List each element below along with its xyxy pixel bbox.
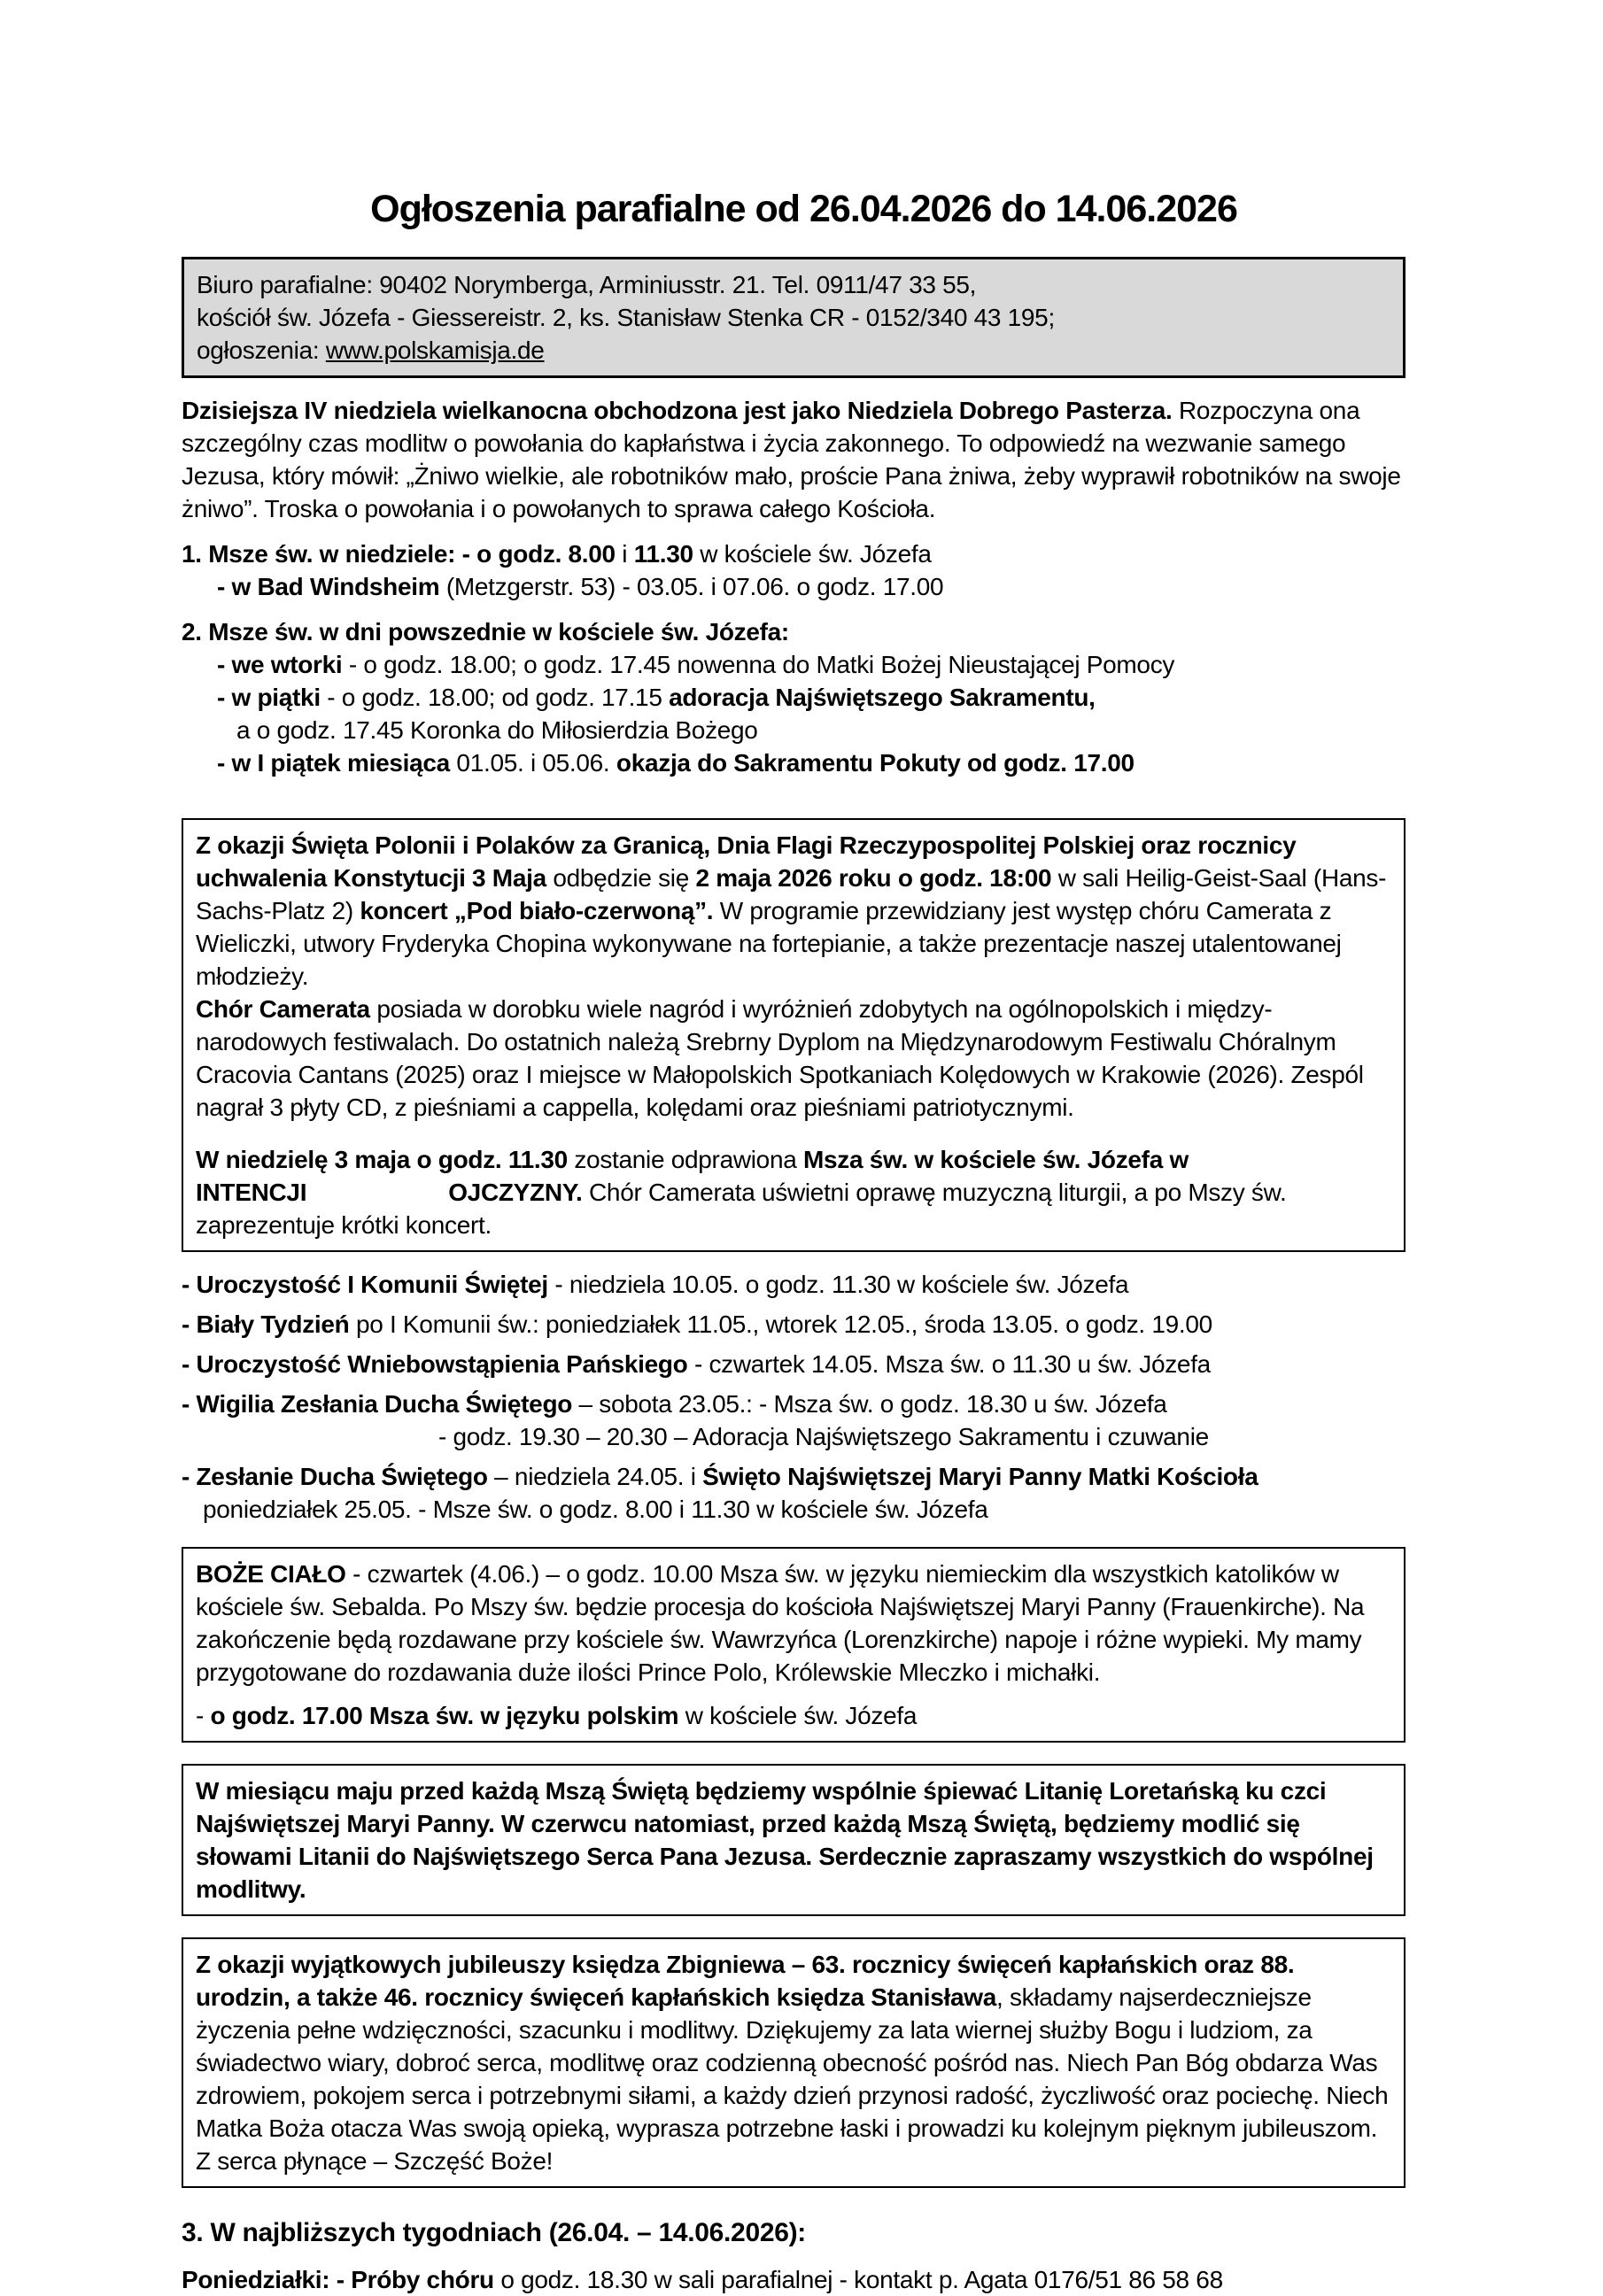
first-friday-line: - w I piątek miesiąca 01.05. i 05.06. okazja do Sakramentu Pokuty od godz. 17.00 bbox=[217, 749, 1134, 777]
corpus-christi-box bbox=[182, 1547, 1406, 1743]
corpus-christi-paragraph: BOŻE CIAŁO - czwartek (4.06.) – o godz. 10.00 Msza św. w języku niemieckim dla wszystkich katolików w kościele św. Sebalda. Po Mszy św. będzie procesja do kościoła Najświętszej Maryi Panny (Frauenkirche). Na zakończenie będą rozdawane przy kościele św. Wawrzyńca (Lorenzkirche) napoje i różne wypieki. My mamy przygotowane do rozdawania duże ilości Prince Polo, Królewskie Mleczko i michałki. bbox=[196, 1560, 1365, 1686]
may-litany-paragraph: W miesiącu maju przed każdą Mszą Świętą będziemy wspólnie śpiewać Litanię Loretańską ku czci Najświętszej Maryi Panny. W czerwcu natomiast, przed każdą Mszą Świętą, będziemy modlić się słowami Litanii do Najświętszego Serca Pana Jezusa. Serdecznie zapraszamy wszystkich do wspólnej modlitwy. bbox=[196, 1777, 1374, 1903]
first-communion-item: - Uroczystość I Komunii Świętej - niedziela 10.05. o godz. 11.30 w kościele św. Józefa bbox=[182, 1271, 1129, 1298]
office-info-box bbox=[182, 257, 1406, 378]
office-church-line: kościół św. Józefa - Giessereistr. 2, ks. Stanisław Stenka CR - 0152/340 43 195; bbox=[197, 304, 1055, 331]
bad-windsheim-line: - w Bad Windsheim (Metzgerstr. 53) - 03.05. i 07.06. o godz. 17.00 bbox=[217, 573, 944, 600]
office-announcements-line bbox=[197, 334, 1390, 367]
camerata-choir-paragraph: Chór Camerata posiada w dorobku wiele nagród i wyróżnień zdobytych na ogólnopolskich i między-narodowych festiwalach. Do ostatnich należą Srebrny Dyplom na Międzynarodowym Festiwalu Chóralnym Cracovia Cantans (2025) oraz I miejsce w Małopolskich Spotkaniach Kolędowych w Krakowie (2026). Zespól nagrał 3 płyty CD, z pieśniami a cappella, kolędami oraz pieśniami patriotycznymi. bbox=[196, 995, 1364, 1121]
website-link[interactable]: www.polskamisja.de bbox=[325, 336, 545, 364]
jubilee-box bbox=[182, 1937, 1406, 2188]
friday-masses-line: - w piątki - o godz. 18.00; od godz. 17.15 adoracja Najświętszego Sakramentu, bbox=[217, 684, 1096, 711]
tuesday-masses-line: - we wtorki - o godz. 18.00; o godz. 17.45 nowenna do Matki Bożej Nieustającej Pomocy bbox=[217, 651, 1175, 678]
pentecost-item: - Zesłanie Ducha Świętego – niedziela 24.05. i Święto Najświętszej Maryi Panny Matki Kościoła bbox=[182, 1463, 1258, 1490]
may-litany-box bbox=[182, 1764, 1406, 1916]
polonia-concert-paragraph: Z okazji Święta Polonii i Polaków za Granicą, Dnia Flagi Rzeczypospolitej Polskiej oraz rocznicy uchwalenia Konstytucji 3 Maja odbędzie się 2 maja 2026 roku o godz. 18:00 w sali Heilig-Geist-Saal (Hans-Sachs-Platz 2) koncert „Pod biało-czerwoną”. W programie przewidziany jest występ chóru Camerata z Wieliczki, utwory Fryderyka Chopina wykonywane na fortepianie, a także prezentacje naszej utalentowanej młodzieży. bbox=[196, 831, 1387, 990]
vigil-adoration-line: - godz. 19.30 – 20.30 – Adoracja Najświętszego Sakramentu i czuwanie bbox=[438, 1423, 1209, 1450]
weekday-masses-section bbox=[182, 615, 1426, 779]
pentecost-vigil-item: - Wigilia Zesłania Ducha Świętego – sobota 23.05.: - Msza św. o godz. 18.30 u św. Józefa bbox=[182, 1390, 1167, 1418]
good-shepherd-paragraph: Dzisiejsza IV niedziela wielkanocna obchodzona jest jako Niedziela Dobrego Pasterza. Rozpoczyna ona szczególny czas modlitw o powołania do kapłaństwa i życia zakonnego. To odpowiedź na wezwanie samego Jezusa, który mówił: „Żniwo wielkie, ale robotników mało, proście Pana żniwa, żeby wyprawił robotników na swoje żniwo”. Troska o powołania i o powołanych to sprawa całego Kościoła. bbox=[182, 397, 1401, 522]
office-address-line: Biuro parafialne: 90402 Norymberga, Arminiusstr. 21. Tel. 0911/47 33 55, bbox=[197, 271, 977, 298]
weekday-masses-heading: 2. Msze św. w dni powszednie w kościele św. Józefa: bbox=[182, 618, 789, 646]
announcements-label: ogłoszenia: bbox=[197, 336, 326, 364]
ascension-item: - Uroczystość Wniebowstąpienia Pańskiego - czwartek 14.05. Msza św. o 11.30 u św. Józefa bbox=[182, 1350, 1211, 1378]
friday-chaplet-line: a o godz. 17.45 Koronka do Miłosierdzia Bożego bbox=[236, 716, 758, 744]
page-title: Ogłoszenia parafialne od 26.04.2026 do 14.06.2026 bbox=[370, 188, 1237, 230]
sunday-masses-line: 1. Msze św. w niedziele: - o godz. 8.00 i 11.30 w kościele św. Józefa bbox=[182, 540, 932, 568]
jubilee-paragraph: Z okazji wyjątkowych jubileuszy księdza Zbigniewa – 63. rocznicy święceń kapłańskich oraz 88. urodzin, a także 46. rocznicy święceń kapłańskich księdza Stanisława, składamy najserdeczniejsze życzenia pełne wdzięczności, szacunku i modlitwy. Dziękujemy za lata wiernej służby Bogu i ludziom, za świadectwo wiary, dobroć serca, modlitwę oraz codzienną obecność pośród nas. Niech Pan Bóg obdarza Was zdrowiem, pokojem serca i potrzebnymi siłami, a każdy dzień przynosi radość, życzliwość oraz pociechę. Niech Matka Boża otacza Was swoją opieką, wyprasza potrzebne łaski i prowadzi ku kolejnym pięknym jubileuszom. Z serca płynące – Szczęść Boże! bbox=[196, 1951, 1389, 2175]
monday-choir-line: Poniedziałki: - Próby chóru o godz. 18.30 w sali parafialnej - kontakt p. Agata 0176/51 86 58 68 bbox=[182, 2266, 1223, 2293]
white-week-item: - Biały Tydzień po I Komunii św.: poniedziałek 11.05., wtorek 12.05., środa 13.05. o godz. 19.00 bbox=[182, 1310, 1212, 1338]
pentecost-monday-line: poniedziałek 25.05. - Msze św. o godz. 8.00 i 11.30 w kościele św. Józefa bbox=[203, 1496, 988, 1523]
corpus-polish-mass-line: - o godz. 17.00 Msza św. w języku polskim w kościele św. Józefa bbox=[196, 1702, 918, 1729]
sunday-masses-section bbox=[182, 537, 1426, 603]
events-list bbox=[182, 1268, 1426, 1526]
upcoming-weeks-heading: 3. W najbliższych tygodniach (26.04. – 14.06.2026): bbox=[182, 2218, 806, 2247]
homeland-mass-paragraph: W niedzielę 3 maja o godz. 11.30 zostanie odprawiona Msza św. w kościele św. Józefa w INTENCJI OJCZYZNY. Chór Camerata uświetni oprawę muzyczną liturgii, a po Mszy św. zaprezentuje krótki koncert. bbox=[196, 1146, 1287, 1239]
polonia-concert-box bbox=[182, 818, 1406, 1252]
